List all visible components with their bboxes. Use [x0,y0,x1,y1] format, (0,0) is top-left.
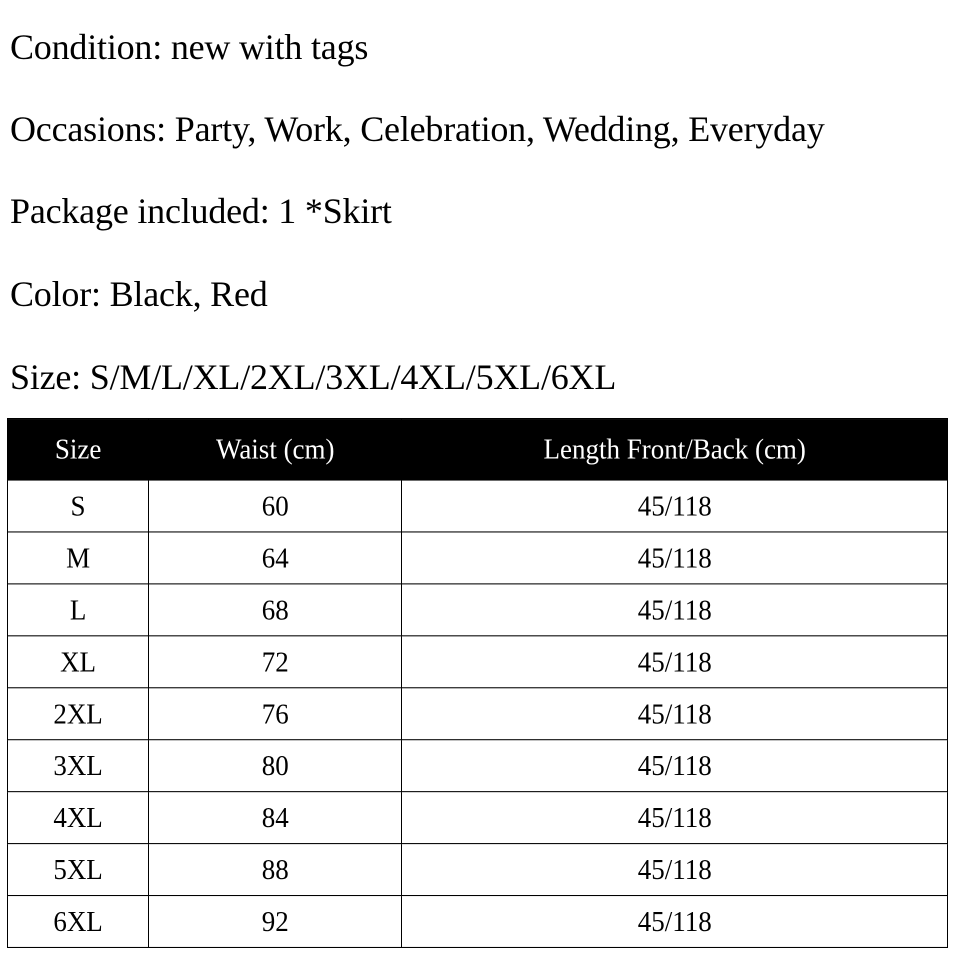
cell-length: 45/118 [402,896,948,948]
table-row [8,896,948,948]
table-row [8,740,948,792]
cell-length: 45/118 [402,740,948,792]
table-row [8,480,948,532]
color-text: Color: Black, Red [10,274,268,314]
cell-waist: 64 [149,532,402,584]
occasions-text: Occasions: Party, Work, Celebration, Wedding, Everyday [10,109,825,149]
header-waist: Waist (cm) [149,419,402,480]
table-row [8,584,948,636]
table-row [8,792,948,844]
cell-size: XL [8,636,149,688]
header-length: Length Front/Back (cm) [402,419,948,480]
size-list-text: Size: S/M/L/XL/2XL/3XL/4XL/5XL/6XL [10,357,617,397]
cell-size: 4XL [8,792,149,844]
package-included-text: Package included: 1 *Skirt [10,191,392,231]
condition-text: Condition: new with tags [10,27,369,67]
cell-length: 45/118 [402,532,948,584]
table-row [8,844,948,896]
cell-length: 45/118 [402,844,948,896]
cell-length: 45/118 [402,480,948,532]
table-header-row [8,419,948,480]
cell-waist: 76 [149,688,402,740]
cell-length: 45/118 [402,584,948,636]
cell-length: 45/118 [402,792,948,844]
cell-waist: 72 [149,636,402,688]
cell-waist: 80 [149,740,402,792]
cell-size: 5XL [8,844,149,896]
cell-waist: 92 [149,896,402,948]
cell-waist: 60 [149,480,402,532]
table-row [8,532,948,584]
table-row [8,636,948,688]
cell-waist: 84 [149,792,402,844]
cell-size: M [8,532,149,584]
cell-waist: 68 [149,584,402,636]
cell-size: 6XL [8,896,149,948]
cell-size: 3XL [8,740,149,792]
table-row [8,688,948,740]
size-chart-table [7,418,948,948]
cell-size: 2XL [8,688,149,740]
cell-length: 45/118 [402,688,948,740]
header-size: Size [8,419,149,480]
cell-size: S [8,480,149,532]
cell-size: L [8,584,149,636]
cell-length: 45/118 [402,636,948,688]
cell-waist: 88 [149,844,402,896]
